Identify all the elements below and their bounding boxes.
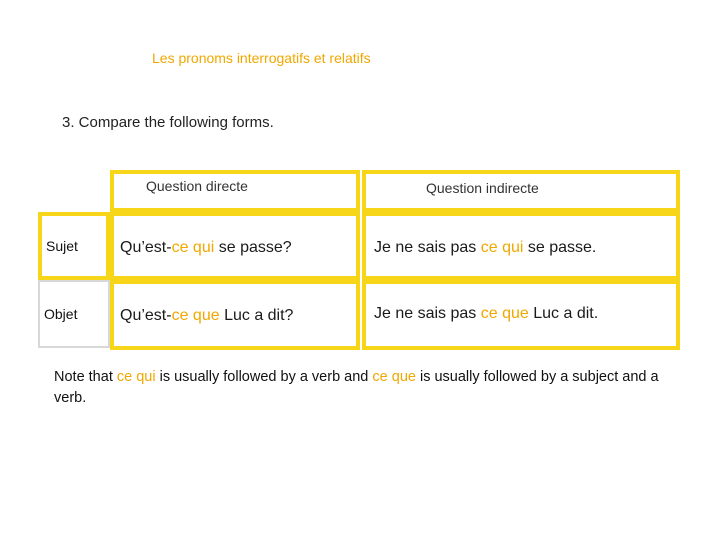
cell-objet-direct [110,280,360,350]
cell-sujet-indirect [362,212,680,280]
header-direct-label: Question directe [146,178,248,194]
text-sujet-indirect: Je ne sais pas ce qui se passe. [374,239,597,256]
cell-objet-indirect [362,280,680,350]
text-objet-indirect: Je ne sais pas ce que Luc a dit. [374,305,599,322]
row-label-objet: Objet [44,306,78,322]
row-label-cell-sujet [38,212,110,280]
header-cell-direct [110,170,360,212]
cell-sujet-direct [110,212,360,280]
header-indirect-label: Question indirecte [426,180,539,196]
text-sujet-direct: Qu’est-ce qui se passe? [120,239,292,256]
text-objet-direct: Qu’est-ce que Luc a dit? [120,307,294,324]
page-title: Les pronoms interrogatifs et relatifs [152,50,371,66]
note-paragraph: Note that ce qui is usually followed by a verb and ce que is usually followed by a subject and a verb. [54,369,659,406]
row-label-cell-objet [38,280,110,348]
header-cell-indirect [362,170,680,212]
instruction-heading: 3. Compare the following forms. [62,114,274,131]
row-label-sujet: Sujet [46,238,78,254]
